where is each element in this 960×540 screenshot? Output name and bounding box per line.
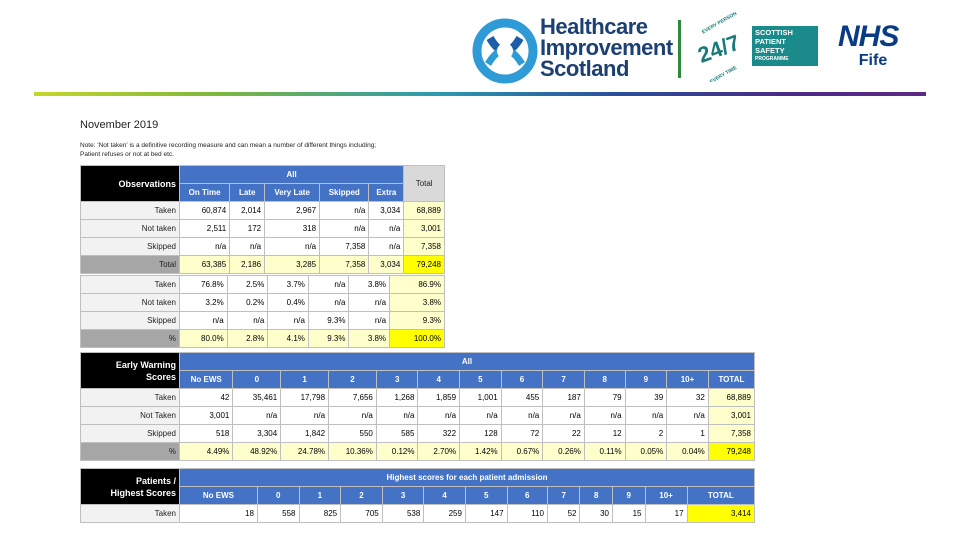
ews-col-header: TOTAL [708,371,754,389]
report-note [80,141,460,159]
percentages-cell: 2.5% [227,276,268,294]
observations-cell: n/a [320,220,369,238]
percentages-cell: n/a [349,294,390,312]
observations-cell: 2,967 [265,202,320,220]
his-line-3: Scotland [540,56,629,81]
percentages-row [81,330,445,348]
his-line-2: Improvement [540,35,673,60]
observations-cell: n/a [180,238,230,256]
spsp-wordmark [752,26,818,66]
spsp-line-2: PATIENT [755,37,786,46]
hs-col-header: 7 [547,487,580,505]
ews-cell: n/a [667,407,709,425]
ews-cell: 32 [667,389,709,407]
percentages-total-cell: 9.3% [390,312,445,330]
percentages-table [80,275,445,348]
nhs-fife-logo [838,22,918,82]
header-color-bar [34,92,926,96]
header-divider [678,20,681,78]
observations-cell: n/a [265,238,320,256]
ews-column-headers [81,371,755,389]
ews-cell: 10.36% [329,443,377,461]
ews-cell: 1.42% [460,443,502,461]
percentages-cell: n/a [349,312,390,330]
ews-cell: 72 [501,425,543,443]
hs-cell: 558 [257,505,299,523]
observations-row-label: Taken [81,202,180,220]
nhs-board-name: Fife [858,52,888,69]
percentages-row [81,276,445,294]
his-knot-logo-icon [470,16,540,86]
hs-col-header: 0 [257,487,299,505]
observations-cell: n/a [230,238,265,256]
ews-cell: 0.12% [376,443,418,461]
observations-row [81,238,445,256]
ews-cell: 0.05% [625,443,667,461]
observations-total-cell: 79,248 [404,256,445,274]
observations-cell: 2,014 [230,202,265,220]
hs-cell: 17 [645,505,687,523]
ews-header-row-1 [81,353,755,371]
hs-cell: 825 [299,505,341,523]
hs-col-header: 1 [299,487,341,505]
observations-total-cell: 3,001 [404,220,445,238]
hs-col-header: 2 [341,487,383,505]
hs-row [81,505,755,523]
spsp-line-1: SCOTTISH [755,28,793,37]
ews-col-header: 3 [376,371,418,389]
ews-cell: 550 [329,425,377,443]
percentages-row [81,312,445,330]
ews-cell: 3,304 [233,425,281,443]
ews-cell: n/a [625,407,667,425]
observations-row [81,202,445,220]
ews-col-header: 6 [501,371,543,389]
ews-cell: 0.26% [543,443,585,461]
observations-row-label: Total [81,256,180,274]
ews-cell: 0.67% [501,443,543,461]
ews-cell: n/a [329,407,377,425]
ews-cell: 24.78% [281,443,329,461]
observations-group-header: All [180,166,404,184]
spsp-logo [690,12,820,82]
spsp-line-3: SAFETY [755,46,785,55]
observations-cell: n/a [369,238,404,256]
observations-cell: 7,358 [320,256,369,274]
hs-title-line-1: Patients / [135,475,176,486]
hs-cell: 705 [341,505,383,523]
percentages-row-label: Skipped [81,312,180,330]
observations-col-header: Late [230,184,265,202]
ews-cell: 48.92% [233,443,281,461]
ews-cell: 3,001 [708,407,754,425]
ews-cell: 22 [543,425,585,443]
observations-cell: 60,874 [180,202,230,220]
ews-cell: 1,859 [418,389,460,407]
percentages-row-label: Taken [81,276,180,294]
hs-group-header: Highest scores for each patient admission [180,469,755,487]
hs-title-line-2: Highest Scores [110,487,176,498]
ews-cell: 455 [501,389,543,407]
percentages-cell: 9.3% [308,330,349,348]
ews-cell: n/a [233,407,281,425]
ews-cell: 585 [376,425,418,443]
percentages-cell: 3.7% [268,276,309,294]
percentages-row-label: % [81,330,180,348]
highest-scores-table [80,468,755,523]
hs-title [81,469,180,505]
ews-cell: 79,248 [708,443,754,461]
hs-cell: 18 [180,505,258,523]
observations-body [81,202,445,274]
percentages-body [81,276,445,348]
svg-text:EVERY TIME: EVERY TIME [709,65,738,82]
ews-cell: 17,798 [281,389,329,407]
hs-col-header: 5 [465,487,507,505]
percentages-cell: 9.3% [308,312,349,330]
ews-cell: 1 [667,425,709,443]
hs-header-row-1 [81,469,755,487]
nhs-wordmark: NHS [838,20,899,53]
ews-group-header: All [180,353,755,371]
ews-col-header: 4 [418,371,460,389]
hs-col-header: 3 [382,487,424,505]
ews-col-header: 9 [625,371,667,389]
observations-row [81,256,445,274]
ews-cell: 1,268 [376,389,418,407]
ews-col-header: 2 [329,371,377,389]
ews-row-label: Skipped [81,425,180,443]
hs-cell: 538 [382,505,424,523]
percentages-row-label: Not taken [81,294,180,312]
note-line-2: Patient refuses or not at bed etc. [80,151,174,158]
hs-col-header: 6 [507,487,547,505]
ews-table [80,352,755,461]
hs-col-header: TOTAL [687,487,754,505]
ews-title [81,353,180,389]
ews-cell: 4.49% [180,443,233,461]
percentages-cell: 3.8% [349,276,390,294]
percentages-total-cell: 100.0% [390,330,445,348]
hs-cell: 3,414 [687,505,754,523]
ews-cell: n/a [584,407,625,425]
percentages-cell: n/a [308,294,349,312]
ews-cell: 0.04% [667,443,709,461]
svg-text:EVERY PERSON: EVERY PERSON [701,12,738,36]
observations-cell: 318 [265,220,320,238]
observations-col-header: On Time [180,184,230,202]
observations-cell: 2,511 [180,220,230,238]
ews-cell: n/a [501,407,543,425]
ews-row-label: % [81,443,180,461]
spsp-247-badge-icon [690,12,750,82]
note-line-1: Note: 'Not taken' is a definitive recording measure and can mean a number of different things including; [80,142,377,149]
observations-cell: 7,358 [320,238,369,256]
percentages-total-cell: 86.9% [390,276,445,294]
ews-cell: 7,358 [708,425,754,443]
observations-total-cell: 68,889 [404,202,445,220]
ews-col-header: 7 [543,371,585,389]
hs-row-label: Taken [81,505,180,523]
hs-col-header: No EWS [180,487,258,505]
ews-cell: 79 [584,389,625,407]
observations-total-cell: 7,358 [404,238,445,256]
percentages-total-cell: 3.8% [390,294,445,312]
ews-cell: 322 [418,425,460,443]
hs-cell: 259 [424,505,466,523]
percentages-cell: 80.0% [180,330,228,348]
ews-col-header: 1 [281,371,329,389]
ews-cell: 518 [180,425,233,443]
percentages-cell: 0.2% [227,294,268,312]
ews-row-label: Not Taken [81,407,180,425]
ews-cell: 1,842 [281,425,329,443]
ews-row [81,443,755,461]
hs-cell: 30 [580,505,613,523]
ews-cell: n/a [460,407,502,425]
observations-row [81,220,445,238]
observations-row-label: Skipped [81,238,180,256]
observations-cell: 3,285 [265,256,320,274]
hs-column-headers [81,487,755,505]
his-wordmark [540,16,673,79]
percentages-cell: n/a [268,312,309,330]
ews-row [81,425,755,443]
percentages-cell: 2.8% [227,330,268,348]
report-month: November 2019 [80,119,159,131]
percentages-row [81,294,445,312]
ews-col-header: 0 [233,371,281,389]
ews-cell: 3,001 [180,407,233,425]
ews-cell: 12 [584,425,625,443]
observations-cell: n/a [369,220,404,238]
percentages-cell: 4.1% [268,330,309,348]
percentages-cell: n/a [308,276,349,294]
spsp-line-4: PROGRAMME [755,56,789,62]
ews-title-line-1: Early Warning [115,359,176,370]
hs-cell: 147 [465,505,507,523]
observations-cell: 2,186 [230,256,265,274]
hs-col-header: 4 [424,487,466,505]
ews-col-header: 5 [460,371,502,389]
observations-header-row-1 [81,166,445,184]
observations-total-header: Total [404,166,445,202]
percentages-cell: n/a [180,312,228,330]
hs-col-header: 8 [580,487,613,505]
ews-cell: n/a [543,407,585,425]
percentages-cell: 0.4% [268,294,309,312]
ews-col-header: 8 [584,371,625,389]
ews-cell: 1,001 [460,389,502,407]
percentages-cell: 76.8% [180,276,228,294]
hs-body [81,505,755,523]
observations-cell: 172 [230,220,265,238]
ews-row [81,389,755,407]
hs-col-header: 9 [613,487,646,505]
ews-cell: 0.11% [584,443,625,461]
ews-cell: 2 [625,425,667,443]
ews-cell: 2.70% [418,443,460,461]
observations-cell: 63,385 [180,256,230,274]
ews-cell: 7,656 [329,389,377,407]
ews-cell: 68,889 [708,389,754,407]
percentages-cell: n/a [227,312,268,330]
ews-cell: 39 [625,389,667,407]
ews-cell: n/a [281,407,329,425]
observations-row-label: Not taken [81,220,180,238]
hs-col-header: 10+ [645,487,687,505]
ews-cell: n/a [376,407,418,425]
svg-text:24/7: 24/7 [694,29,744,68]
ews-cell: 35,461 [233,389,281,407]
ews-cell: 187 [543,389,585,407]
ews-body [81,389,755,461]
observations-col-header: Skipped [320,184,369,202]
observations-col-header: Extra [369,184,404,202]
ews-cell: 128 [460,425,502,443]
hs-cell: 15 [613,505,646,523]
ews-col-header: 10+ [667,371,709,389]
ews-row-label: Taken [81,389,180,407]
ews-col-header: No EWS [180,371,233,389]
hs-cell: 52 [547,505,580,523]
ews-cell: n/a [418,407,460,425]
observations-col-header: Very Late [265,184,320,202]
hs-cell: 110 [507,505,547,523]
observations-title: Observations [81,166,180,202]
ews-cell: 42 [180,389,233,407]
ews-title-line-2: Scores [145,371,176,382]
observations-cell: n/a [320,202,369,220]
observations-cell: 3,034 [369,256,404,274]
observations-table [80,165,445,274]
percentages-cell: 3.8% [349,330,390,348]
his-line-1: Healthcare [540,14,648,39]
percentages-cell: 3.2% [180,294,228,312]
ews-row [81,407,755,425]
observations-cell: 3,034 [369,202,404,220]
